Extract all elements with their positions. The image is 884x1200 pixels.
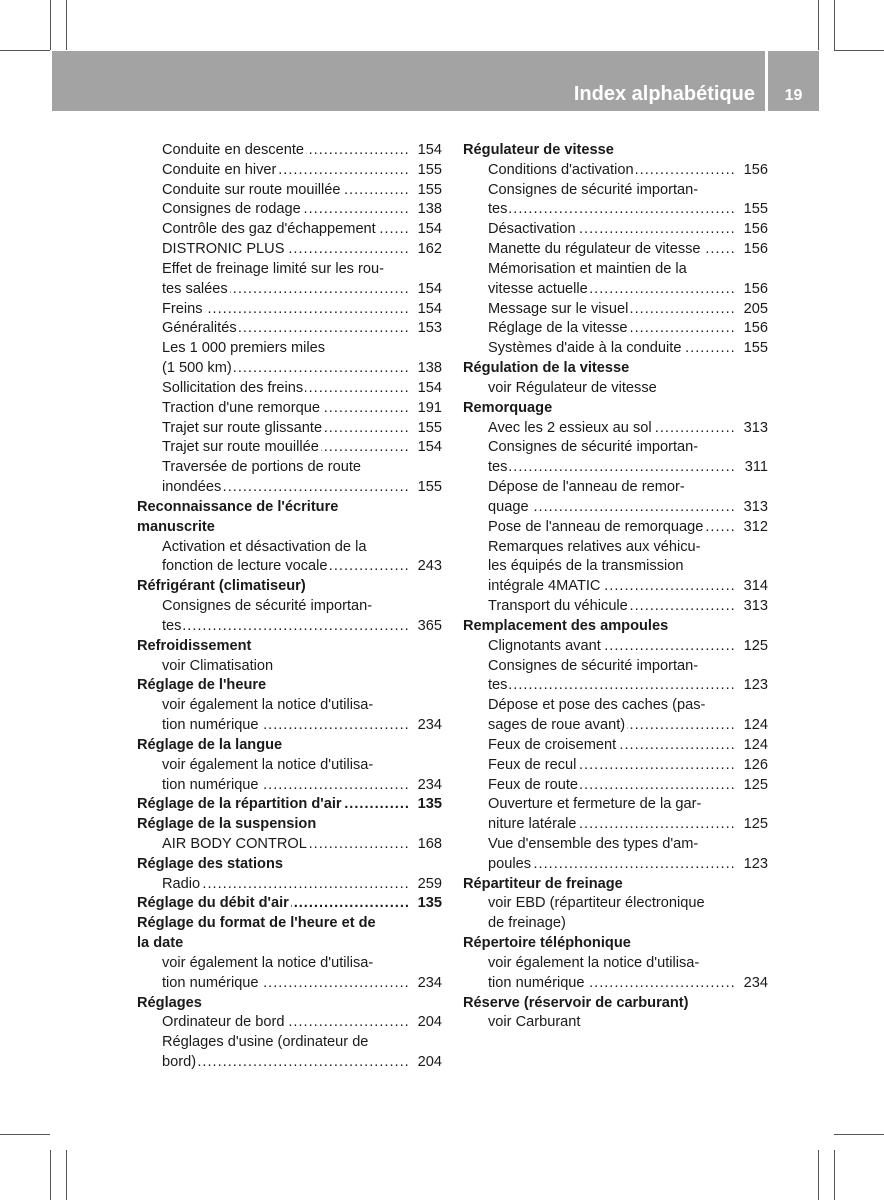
- index-entry: [137, 161, 442, 181]
- index-entry-text: Réglage des stations: [137, 855, 283, 872]
- index-entry-text: Trajet sur route glissante: [162, 419, 323, 436]
- header-bar: [52, 51, 765, 111]
- index-entry: [137, 141, 442, 161]
- index-entry-text: Effet de freinage limité sur les rou-: [162, 260, 384, 277]
- index-entry: [137, 181, 442, 201]
- index-heading: [463, 141, 768, 161]
- index-entry: [463, 260, 768, 280]
- crop-mark: [834, 0, 835, 50]
- index-entry: [463, 657, 768, 677]
- index-heading: [137, 855, 442, 875]
- index-entry-text: Avec les 2 essieux au sol: [488, 419, 652, 436]
- index-entry: [463, 676, 768, 696]
- index-entry: [137, 597, 442, 617]
- index-entry-text: Généralités: [162, 320, 237, 337]
- index-entry-page: 156: [736, 220, 768, 240]
- index-entry-text: sages de roue avant): [488, 717, 626, 734]
- index-entry-page: 313: [736, 498, 768, 518]
- index-entry-text: Transport du véhicule: [488, 598, 628, 615]
- index-entry: [137, 280, 442, 300]
- index-entry-page: 168: [410, 835, 442, 855]
- index-entry-page: 156: [736, 280, 768, 300]
- index-entry-page: 156: [736, 319, 768, 339]
- index-entry-text: tes: [488, 201, 508, 218]
- index-entry-page: 154: [410, 220, 442, 240]
- crop-mark: [66, 1150, 67, 1200]
- index-entry: [463, 716, 768, 736]
- crop-mark: [834, 1150, 835, 1200]
- index-entry: [463, 240, 768, 260]
- index-entry-text: niture latérale: [488, 816, 577, 833]
- index-entry: [463, 954, 768, 974]
- index-entry-text: Répartiteur de freinage: [463, 875, 623, 892]
- index-entry-page: 154: [410, 438, 442, 458]
- index-entry-text: Sollicitation des freins: [162, 379, 304, 396]
- index-entry-text: Conduite en hiver: [162, 161, 277, 178]
- index-entry-page: 313: [736, 419, 768, 439]
- crop-mark: [818, 1150, 819, 1200]
- index-entry: [463, 458, 768, 478]
- index-entry-text: Réserve (réservoir de carburant): [463, 994, 689, 1011]
- index-entry-text: Réglage de la vitesse: [488, 320, 628, 337]
- index-entry-page: 311: [737, 458, 768, 478]
- index-entry: [137, 260, 442, 280]
- index-entry-text: voir également la notice d'utilisa-: [488, 954, 700, 971]
- index-entry-text: Réglage de la langue: [137, 736, 283, 753]
- index-entry-page: 135: [410, 894, 442, 914]
- crop-mark: [0, 1134, 50, 1135]
- index-entry-text: Consignes de sécurité importan-: [162, 598, 373, 615]
- index-entry: [463, 379, 768, 399]
- index-entry: [463, 319, 768, 339]
- index-entry-text: Remorquage: [463, 399, 553, 416]
- index-entry-text: Conduite sur route mouillée: [162, 181, 341, 198]
- index-heading: [137, 637, 442, 657]
- index-entry-text: Traversée de portions de route: [162, 459, 362, 476]
- index-entry-text: Réfrigérant (climatiseur): [137, 578, 306, 595]
- index-entry: [137, 696, 442, 716]
- index-heading: [137, 934, 442, 954]
- index-entry-text: Refroidissement: [137, 637, 252, 654]
- index-entry: [463, 597, 768, 617]
- index-heading: [137, 994, 442, 1014]
- index-entry: [463, 577, 768, 597]
- index-entry-text: Conditions d'activation: [488, 161, 634, 178]
- index-entry: [463, 339, 768, 359]
- index-entry: [463, 498, 768, 518]
- index-entry-text: voir Climatisation: [162, 657, 274, 674]
- index-heading: [137, 914, 442, 934]
- index-heading: [137, 815, 442, 835]
- index-entry-page: 155: [410, 181, 442, 201]
- index-entry-text: Désactivation: [488, 221, 576, 238]
- index-entry-text: Réglage de la suspension: [137, 816, 317, 833]
- index-entry: [463, 894, 768, 914]
- index-entry: [137, 478, 442, 498]
- index-entry: [463, 161, 768, 181]
- index-entry-page: 125: [736, 815, 768, 835]
- index-entry: [137, 419, 442, 439]
- index-entry: [137, 240, 442, 260]
- index-entry-page: 154: [410, 141, 442, 161]
- index-entry-text: les équipés de la transmission: [488, 558, 684, 575]
- index-entry-text: Les 1 000 premiers miles: [162, 340, 326, 357]
- index-entry-text: Pose de l'anneau de remorquage: [488, 518, 704, 535]
- index-entry: [137, 1053, 442, 1073]
- crop-mark: [0, 50, 50, 51]
- index-entry: [137, 776, 442, 796]
- index-entry-text: tes: [488, 677, 508, 694]
- index-entry-text: tion numérique: [162, 974, 259, 991]
- index-entry-text: intégrale 4MATIC: [488, 578, 601, 595]
- index-entry-text: Réglages: [137, 994, 202, 1011]
- index-heading: [137, 736, 442, 756]
- index-entry: [137, 974, 442, 994]
- index-entry: [137, 220, 442, 240]
- index-entry-text: Activation et désactivation de la: [162, 538, 367, 555]
- index-entry: [463, 200, 768, 220]
- index-entry-page: 155: [410, 419, 442, 439]
- index-entry-page: 205: [736, 300, 768, 320]
- index-entry: [463, 914, 768, 934]
- index-entry-text: Feux de route: [488, 776, 579, 793]
- index-entry-page: 138: [410, 359, 442, 379]
- index-entry-page: 365: [410, 617, 442, 637]
- index-entry-page: 191: [410, 399, 442, 419]
- index-entry: [463, 538, 768, 558]
- index-entry-page: 234: [410, 716, 442, 736]
- index-entry-page: 154: [410, 379, 442, 399]
- index-entry-text: AIR BODY CONTROL: [162, 835, 307, 852]
- index-entry-page: 155: [410, 161, 442, 181]
- crop-mark: [834, 1134, 884, 1135]
- index-heading: [463, 359, 768, 379]
- index-entry-text: Feux de recul: [488, 756, 577, 773]
- index-entry-page: 153: [410, 319, 442, 339]
- index-entry: [463, 181, 768, 201]
- index-entry-text: Trajet sur route mouillée: [162, 439, 319, 456]
- page-title: Index alphabétique: [573, 83, 755, 105]
- index-entry-text: vitesse actuelle: [488, 280, 588, 297]
- index-entry-page: 313: [736, 597, 768, 617]
- crop-mark: [50, 1150, 51, 1200]
- index-entry-text: Dépose et pose des caches (pas-: [488, 697, 706, 714]
- index-entry: [463, 756, 768, 776]
- index-entry-text: bord): [162, 1054, 197, 1071]
- index-heading: [463, 934, 768, 954]
- index-entry: [463, 478, 768, 498]
- index-entry: [137, 557, 442, 577]
- index-entry: [463, 518, 768, 538]
- index-entry-page: 154: [410, 280, 442, 300]
- index-entry: [463, 776, 768, 796]
- index-entry-page: 204: [410, 1053, 442, 1073]
- index-heading: [463, 875, 768, 895]
- index-entry-text: tion numérique: [488, 974, 585, 991]
- index-entry-text: Réglages d'usine (ordinateur de: [162, 1034, 369, 1051]
- index-entry-text: Manette du régulateur de vitesse: [488, 241, 701, 258]
- index-entry: [463, 280, 768, 300]
- index-entry-text: tion numérique: [162, 776, 259, 793]
- index-heading: [463, 994, 768, 1014]
- index-entry: [463, 815, 768, 835]
- index-entry-text: quage: [488, 498, 529, 515]
- index-entry-text: Radio: [162, 875, 201, 892]
- index-entry: [137, 875, 442, 895]
- index-entry-text: voir Carburant: [488, 1014, 581, 1031]
- index-entry-text: (1 500 km): [162, 360, 232, 377]
- index-entry-page: 259: [410, 875, 442, 895]
- index-entry-page: 243: [410, 557, 442, 577]
- index-entry-text: Régulateur de vitesse: [463, 142, 614, 158]
- index-entry-page: 312: [736, 518, 768, 538]
- index-entry-text: voir Régulateur de vitesse: [488, 379, 657, 396]
- index-entry-text: Régulation de la vitesse: [463, 360, 630, 377]
- index-entry-text: tes: [162, 617, 182, 634]
- crop-mark: [818, 0, 819, 50]
- index-entry: [463, 637, 768, 657]
- index-entry: [137, 756, 442, 776]
- index-entry-text: Ouverture et fermeture de la gar-: [488, 796, 702, 813]
- index-entry-text: voir également la notice d'utilisa-: [162, 697, 374, 714]
- index-entry: [137, 319, 442, 339]
- index-entry-text: tion numérique: [162, 717, 259, 734]
- index-entry: [463, 300, 768, 320]
- index-entry: [137, 438, 442, 458]
- index-entry-text: voir également la notice d'utilisa-: [162, 954, 374, 971]
- index-heading: [137, 577, 442, 597]
- index-entry-text: Remplacement des ampoules: [463, 617, 669, 634]
- index-entry: [463, 974, 768, 994]
- index-entry: [463, 1013, 768, 1033]
- index-entry-text: tes: [488, 459, 508, 476]
- index-entry-text: Consignes de sécurité importan-: [488, 181, 699, 198]
- index-entry-text: Message sur le visuel: [488, 300, 629, 317]
- crop-mark: [50, 0, 51, 50]
- index-entry: [463, 696, 768, 716]
- index-entry-text: voir EBD (répartiteur électronique: [488, 895, 705, 912]
- index-entry-page: 125: [736, 776, 768, 796]
- index-entry-page: 234: [410, 776, 442, 796]
- index-entry: [137, 617, 442, 637]
- index-entry-text: Ordinateur de bord: [162, 1014, 285, 1031]
- index-entry-text: Vue d'ensemble des types d'am-: [488, 835, 699, 852]
- index-entry-text: Répertoire téléphonique: [463, 935, 631, 952]
- index-entry: [463, 557, 768, 577]
- index-entry-page: 125: [736, 637, 768, 657]
- index-entry-text: Dépose de l'anneau de remor-: [488, 479, 685, 496]
- index-entry-page: 156: [736, 161, 768, 181]
- index-entry: [463, 855, 768, 875]
- index-entry-text: Réglage de l'heure: [137, 677, 267, 694]
- index-entry-page: 124: [736, 716, 768, 736]
- index-entry-text: Réglage du format de l'heure et de: [137, 915, 376, 932]
- index-heading: [137, 894, 442, 914]
- page-number: 19: [784, 87, 803, 104]
- index-entry-page: 156: [736, 240, 768, 260]
- index-entry-page: 314: [736, 577, 768, 597]
- index-heading: [137, 795, 442, 815]
- page-number-box: [768, 51, 819, 111]
- index-entry: [137, 359, 442, 379]
- index-entry: [463, 220, 768, 240]
- index-entry: [137, 538, 442, 558]
- index-heading: [463, 399, 768, 419]
- index-entry-text: fonction de lecture vocale: [162, 558, 328, 575]
- index-entry-text: Consignes de sécurité importan-: [488, 439, 699, 456]
- index-entry-page: 234: [736, 974, 768, 994]
- index-entry-page: 154: [410, 300, 442, 320]
- index-entry-text: Reconnaissance de l'écriture: [137, 498, 339, 515]
- index-entry-text: voir également la notice d'utilisa-: [162, 756, 374, 773]
- index-entry-text: Conduite en descente: [162, 142, 304, 158]
- index-entry: [137, 1033, 442, 1053]
- index-entry-text: de freinage): [488, 915, 566, 932]
- index-entry-text: Réglage du débit d'air: [137, 895, 289, 912]
- index-entry: [137, 399, 442, 419]
- index-entry-page: 204: [410, 1013, 442, 1033]
- index-heading: [137, 518, 442, 538]
- index-entry: [463, 419, 768, 439]
- index-entry: [137, 835, 442, 855]
- index-entry-text: DISTRONIC PLUS: [162, 241, 285, 258]
- index-entry: [137, 458, 442, 478]
- index-column-right: [463, 141, 768, 1033]
- index-entry-text: Clignotants avant: [488, 637, 601, 654]
- index-entry: [137, 1013, 442, 1033]
- index-entry: [137, 200, 442, 220]
- crop-mark: [834, 50, 884, 51]
- index-entry-text: Consignes de rodage: [162, 201, 301, 218]
- index-entry-page: 234: [410, 974, 442, 994]
- index-entry-page: 124: [736, 736, 768, 756]
- index-entry: [137, 339, 442, 359]
- index-entry-text: poules: [488, 855, 532, 872]
- index-entry-page: 162: [410, 240, 442, 260]
- index-heading: [137, 498, 442, 518]
- index-entry-page: 123: [736, 855, 768, 875]
- index-heading: [463, 617, 768, 637]
- index-entry-text: Réglage de la répartition d'air: [137, 796, 342, 813]
- index-entry-text: Mémorisation et maintien de la: [488, 260, 687, 277]
- index-entry: [463, 438, 768, 458]
- index-entry: [137, 657, 442, 677]
- index-entry: [137, 954, 442, 974]
- index-column-left: [137, 141, 442, 1073]
- index-entry-text: Consignes de sécurité importan-: [488, 657, 699, 674]
- index-entry-text: Remarques relatives aux véhicu-: [488, 538, 701, 555]
- index-entry-text: Freins: [162, 300, 203, 317]
- index-entry: [463, 736, 768, 756]
- index-entry: [137, 300, 442, 320]
- index-entry-text: manuscrite: [137, 518, 215, 535]
- index-entry-page: 123: [736, 676, 768, 696]
- index-entry: [137, 716, 442, 736]
- index-entry-text: Feux de croisement: [488, 736, 617, 753]
- index-entry-page: 135: [410, 795, 442, 815]
- index-entry-page: 126: [736, 756, 768, 776]
- index-entry-text: Systèmes d'aide à la conduite: [488, 340, 682, 357]
- index-entry-page: 155: [736, 200, 768, 220]
- index-entry: [463, 795, 768, 815]
- index-entry-text: tes salées: [162, 280, 228, 297]
- index-entry-text: la date: [137, 935, 184, 952]
- index-heading: [137, 676, 442, 696]
- crop-mark: [66, 0, 67, 50]
- index-entry-text: Traction d'une remorque: [162, 399, 320, 416]
- index-entry-page: 155: [736, 339, 768, 359]
- index-entry-text: inondées: [162, 479, 222, 496]
- index-entry-page: 155: [410, 478, 442, 498]
- index-entry: [463, 835, 768, 855]
- index-entry-text: Contrôle des gaz d'échappement: [162, 221, 376, 238]
- index-entry-page: 138: [410, 200, 442, 220]
- index-entry: [137, 379, 442, 399]
